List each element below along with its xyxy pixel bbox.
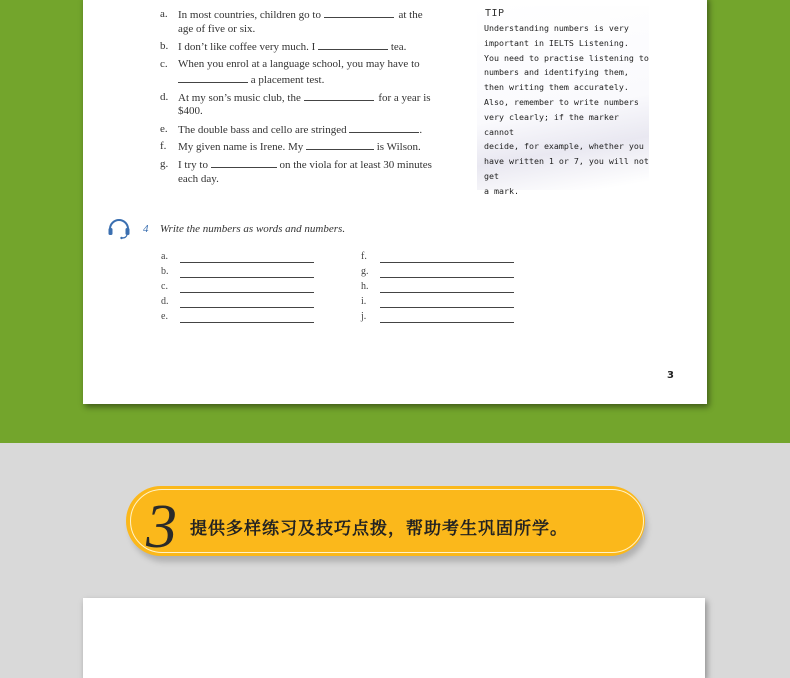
answer-row <box>161 251 321 265</box>
banner-number: 3 <box>146 493 177 561</box>
item-letter: g. <box>160 158 169 170</box>
answer-blank[interactable] <box>349 122 419 133</box>
item-letter: a. <box>160 8 168 20</box>
answer-row <box>361 281 521 295</box>
item-text: When you enrol at a language school, you may have to <box>178 58 420 70</box>
page-number: 3 <box>667 370 674 381</box>
answer-row <box>361 266 521 280</box>
answer-row <box>161 266 321 280</box>
next-book-page <box>83 598 705 678</box>
answer-blank[interactable] <box>318 39 388 50</box>
tip-box <box>477 6 649 196</box>
answer-line[interactable] <box>380 322 514 323</box>
exercise3-item-a-line2: age of five or six. <box>178 23 256 35</box>
answer-line[interactable] <box>380 277 514 278</box>
answer-row <box>161 281 321 295</box>
item-text: I don’t like coffee very much. I tea. <box>178 41 407 53</box>
answer-blank[interactable] <box>178 72 248 83</box>
answer-letter: c. <box>161 281 168 292</box>
answer-row <box>161 311 321 325</box>
answer-blank[interactable] <box>324 7 394 18</box>
answer-letter: g. <box>361 266 369 277</box>
exercise-number: 4 <box>143 223 149 235</box>
item-text: The double bass and cello are stringed . <box>178 124 423 136</box>
tip-text: Understanding numbers is very important in IELTS Listening. You need to practise listening to numbers and identifying them, then writing them accurately. Also, remember to write numbers very clearly; if the marker cannot decide, for example, whether you have written 1 or 7, you will not get a mark. <box>484 23 649 196</box>
item-letter: e. <box>160 123 168 135</box>
answer-line[interactable] <box>180 322 314 323</box>
item-letter: b. <box>160 40 169 52</box>
answer-letter: i. <box>361 296 367 307</box>
answer-blank[interactable] <box>304 90 374 101</box>
answer-letter: b. <box>161 266 169 277</box>
exercise-instruction: Write the numbers as words and numbers. <box>160 223 346 235</box>
item-letter: c. <box>160 58 168 70</box>
answer-line[interactable] <box>180 277 314 278</box>
item-text: My given name is Irene. My is Wilson. <box>178 141 421 153</box>
exercise3-item-c-line2: a placement test. <box>178 72 324 88</box>
answer-line[interactable] <box>180 262 314 263</box>
answer-blank[interactable] <box>306 139 374 150</box>
tip-title: TIP <box>485 8 505 19</box>
exercise3-item-g-line2: each day. <box>178 173 219 185</box>
headphones-icon <box>106 214 132 240</box>
item-text: At my son’s music club, the for a year is <box>178 92 431 104</box>
item-text: In most countries, children go to at the <box>178 9 423 21</box>
answer-row <box>361 311 521 325</box>
answer-letter: e. <box>161 311 168 322</box>
answer-row <box>361 251 521 265</box>
answer-letter: d. <box>161 296 169 307</box>
exercise3-item-d-line2: $400. <box>178 105 203 117</box>
answer-letter: j. <box>361 311 367 322</box>
answer-blank[interactable] <box>211 157 277 168</box>
item-letter: f. <box>160 140 167 152</box>
answer-line[interactable] <box>380 292 514 293</box>
item-text: I try to on the viola for at least 30 minutes <box>178 159 432 171</box>
answer-row <box>361 296 521 310</box>
answer-line[interactable] <box>380 262 514 263</box>
banner-text: 提供多样练习及技巧点拨，帮助考生巩固所学。 <box>190 519 568 539</box>
answer-letter: h. <box>361 281 369 292</box>
item-letter: d. <box>160 91 169 103</box>
answer-letter: f. <box>361 251 367 262</box>
answer-letter: a. <box>161 251 168 262</box>
answer-line[interactable] <box>380 307 514 308</box>
answer-line[interactable] <box>180 307 314 308</box>
answer-row <box>161 296 321 310</box>
answer-line[interactable] <box>180 292 314 293</box>
